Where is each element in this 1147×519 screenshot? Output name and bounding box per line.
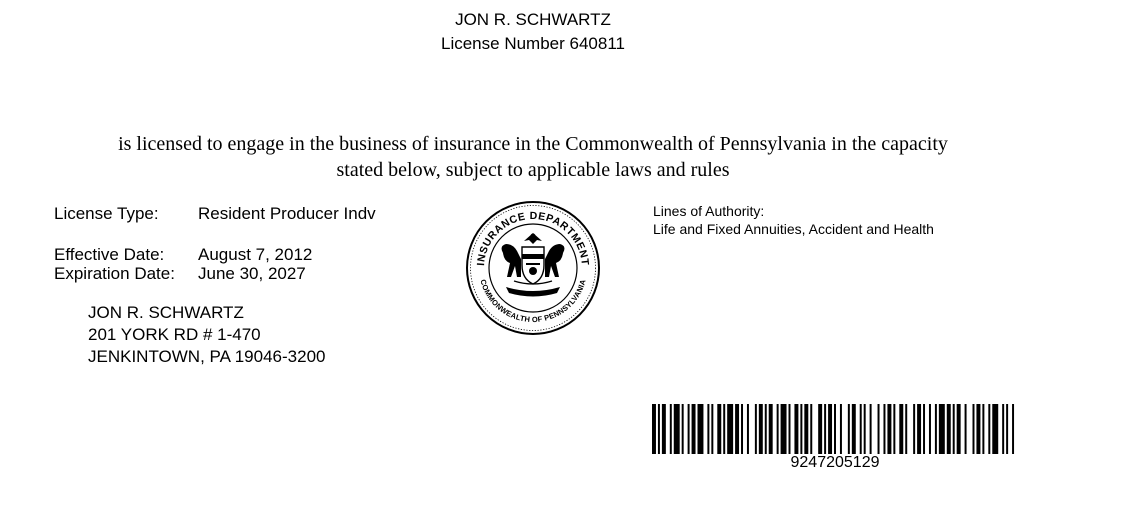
- barcode-bar: [913, 404, 915, 454]
- expiration-date-value: June 30, 2027: [198, 264, 306, 283]
- barcode-bar: [781, 404, 787, 454]
- lines-of-authority-value: Life and Fixed Annuities, Accident and Health: [653, 221, 934, 237]
- barcode-bar: [717, 404, 721, 454]
- barcode-bar: [707, 404, 709, 454]
- barcode-bar: [852, 404, 856, 454]
- barcode-bar: [887, 404, 891, 454]
- barcode-bar: [747, 404, 749, 454]
- barcode-bar: [777, 404, 779, 454]
- license-number: License Number 640811: [441, 34, 625, 53]
- barcode-bar: [688, 404, 690, 454]
- barcode-bar: [1002, 404, 1004, 454]
- barcode-bar: [818, 404, 822, 454]
- barcode-bar: [929, 404, 931, 454]
- barcode-bar: [765, 404, 767, 454]
- barcode-bar: [723, 404, 725, 454]
- barcode-bar: [905, 404, 907, 454]
- barcode-bar: [735, 404, 739, 454]
- barcode-bar: [878, 404, 880, 454]
- effective-date-value: August 7, 2012: [198, 245, 313, 264]
- statement-line-1: is licensed to engage in the business of insurance in the Commonwealth of Pennsylvania in the capacity: [118, 133, 948, 155]
- barcode-bar: [804, 404, 808, 454]
- barcode-bar: [899, 404, 903, 454]
- seal-bottom-text: COMMONWEALTH OF PENNSYLVANIA: [478, 278, 588, 325]
- effective-date-label: Effective Date:: [54, 245, 165, 264]
- barcode-bar: [992, 404, 998, 454]
- barcode-bar: [834, 404, 836, 454]
- barcode-bar: [973, 404, 975, 454]
- barcode-bar: [828, 404, 832, 454]
- barcode-bar: [755, 404, 757, 454]
- barcode-bar: [965, 404, 967, 454]
- barcode-bar: [727, 404, 733, 454]
- barcode-bar: [870, 404, 872, 454]
- barcode-bar: [923, 404, 925, 454]
- license-type-value: Resident Producer Indv: [198, 204, 376, 223]
- barcode-bar: [662, 404, 666, 454]
- barcode-bar: [848, 404, 850, 454]
- barcode-number: 9247205129: [790, 454, 880, 471]
- barcode-bar: [883, 404, 885, 454]
- barcode-bar: [692, 404, 696, 454]
- address-name: JON R. SCHWARTZ: [88, 303, 244, 322]
- barcode-bar: [976, 404, 980, 454]
- barcode-bar: [698, 404, 704, 454]
- barcode-bar: [935, 404, 937, 454]
- barcode-bar: [769, 404, 773, 454]
- license-type-label: License Type:: [54, 204, 159, 223]
- address-street: 201 YORK RD # 1-470: [88, 325, 261, 344]
- seal-top-text: INSURANCE DEPARTMENT: [475, 209, 592, 267]
- barcode-bar: [711, 404, 713, 454]
- barcode-bar: [982, 404, 984, 454]
- barcode-bar: [893, 404, 895, 454]
- statement-line-2: stated below, subject to applicable laws and rules: [336, 159, 730, 181]
- barcode-bar: [953, 404, 955, 454]
- lines-of-authority-label: Lines of Authority:: [653, 203, 765, 219]
- barcode-bar: [824, 404, 826, 454]
- barcode-bar: [810, 404, 812, 454]
- barcode-bar: [864, 404, 866, 454]
- barcode-bar: [670, 404, 672, 454]
- barcode-bar: [658, 404, 660, 454]
- barcode-bar: [800, 404, 802, 454]
- expiration-date-label: Expiration Date:: [54, 264, 175, 283]
- barcode-bar: [917, 404, 921, 454]
- department-seal-icon: [464, 199, 602, 337]
- barcode-bar: [652, 404, 656, 454]
- barcode-bar: [741, 404, 743, 454]
- licensee-name-header: JON R. SCHWARTZ: [455, 10, 611, 29]
- barcode: [652, 404, 1018, 454]
- barcode-bar: [840, 404, 842, 454]
- barcode-bar: [789, 404, 791, 454]
- barcode-bar: [1012, 404, 1014, 454]
- barcode-bar: [682, 404, 684, 454]
- barcode-bar: [860, 404, 862, 454]
- barcode-bar: [988, 404, 990, 454]
- barcode-bar: [957, 404, 961, 454]
- barcode-bar: [939, 404, 945, 454]
- address-city-state-zip: JENKINTOWN, PA 19046-3200: [88, 347, 326, 366]
- barcode-bar: [674, 404, 680, 454]
- barcode-bar: [1006, 404, 1008, 454]
- license-statement: [0, 131, 1066, 183]
- barcode-bar: [947, 404, 951, 454]
- barcode-bar: [759, 404, 763, 454]
- barcode-bar: [794, 404, 798, 454]
